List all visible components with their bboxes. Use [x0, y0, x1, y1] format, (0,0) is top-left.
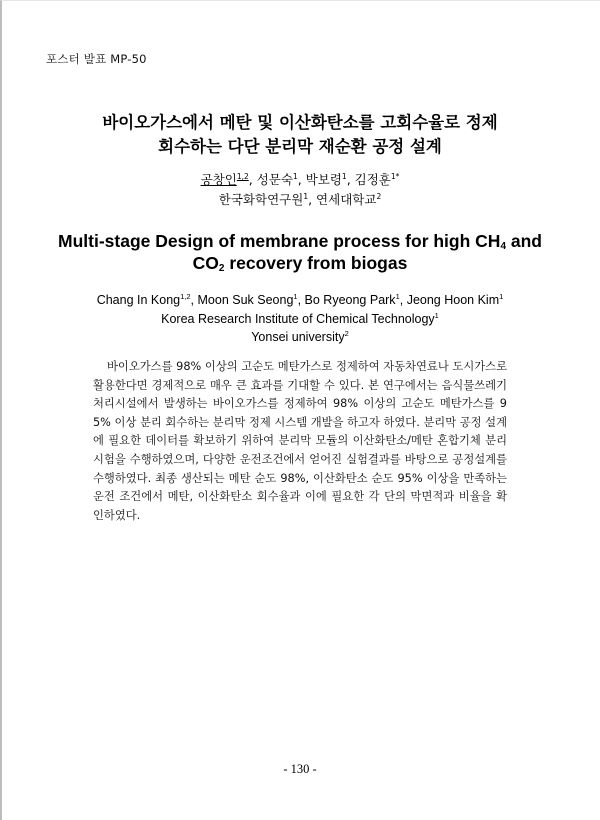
korean-author: [306, 172, 355, 187]
affiliation: [316, 192, 381, 207]
english-title-subscript: 2: [218, 263, 225, 274]
english-author: [198, 293, 305, 307]
author-name: 성문숙: [256, 172, 293, 187]
author-name: Chang In Kong: [96, 293, 181, 307]
author-affil-mark: 1: [395, 292, 400, 301]
english-title-text: and: [506, 231, 542, 251]
english-title-subscript: 4: [500, 241, 506, 252]
session-tag: 포스터 발표 MP-50: [46, 52, 147, 66]
affiliation-mark: 1: [303, 192, 309, 201]
author-separator: ,: [346, 172, 355, 187]
affiliation-name: Korea Research Institute of Chemical Technology: [161, 312, 435, 326]
author-affil-mark: 1: [499, 292, 504, 301]
author-name: 박보령: [305, 172, 342, 187]
english-author-list: [0, 290, 600, 310]
affiliation-mark: 1: [434, 311, 439, 320]
english-title-text: CO: [192, 253, 219, 273]
affiliation-name: 한국화학연구원: [218, 192, 304, 207]
author-name: Jeong Hoon Kim: [406, 293, 500, 307]
author-name: 공창인: [200, 172, 237, 187]
author-separator: ,: [190, 293, 198, 307]
affiliation: [219, 192, 316, 207]
author-separator: ,: [297, 172, 306, 187]
korean-author: [201, 172, 257, 187]
author-affil-mark: 1: [292, 172, 298, 181]
english-title-text: Multi-stage Design of membrane process for high CH: [58, 231, 501, 251]
abstract-body: 바이오가스를 98% 이상의 고순도 메탄가스로 정제하여 자동차연료나 도시가스로 활용한다면 경제적으로 매우 큰 효과를 기대할 수 있다. 본 연구에서는 음식물쓰레기 처리시설에서 발생하는 바이오가스를 정제하여 98% 이상의 고순도 메탄가스를 95% 이상 분리 회수하는 분리막 정제 시스템 개발을 하고자 하였다. 분리막 공정 설계에 필요한 데이터를 확보하기 위하여 분리막 모듈의 이산화탄소/메탄 혼합기체 분리시험을 수행하였으며, 다양한 운전조건에서 얻어진 실험결과를 바탕으로 공정설계를 수행하였다. 최종 생산되는 메탄 순도 98%, 이산화탄소 순도 95% 이상을 만족하는 운전 조건에서 메탄, 이산화탄소 회수율과 이에 필요한 각 단의 막면적과 비율을 확인하였다.: [93, 360, 507, 522]
korean-author: [257, 172, 306, 187]
author-separator: ,: [399, 293, 407, 307]
affiliation-mark: 2: [344, 329, 349, 338]
author-affil-mark: 1: [341, 172, 347, 181]
page-number: - 130 -: [283, 762, 317, 776]
affiliation-mark: 2: [376, 192, 382, 201]
affiliation-separator: ,: [308, 192, 317, 207]
english-author: [97, 293, 198, 307]
korean-title-line-1: 바이오가스에서 메탄 및 이산화탄소를 고회수율로 정제: [102, 113, 498, 132]
author-name: Moon Suk Seong: [197, 293, 294, 307]
author-name: 김정훈: [354, 172, 391, 187]
author-affil-mark: 1,2: [236, 172, 249, 181]
affiliation-name: 연세대학교: [316, 192, 377, 207]
korean-title-line-2: 회수하는 다단 분리막 재순환 공정 설계: [158, 137, 442, 156]
english-title-line-1: [0, 229, 600, 253]
author-separator: ,: [248, 172, 257, 187]
english-affiliation-1: [0, 309, 600, 329]
english-title-line-2: [0, 251, 600, 275]
english-author: [407, 293, 504, 307]
author-affil-mark: 1: [293, 292, 298, 301]
author-separator: ,: [297, 293, 305, 307]
affiliation-name: Yonsei university: [251, 330, 345, 344]
english-title-text: recovery from biogas: [224, 253, 408, 273]
english-affiliation-2: [0, 327, 600, 347]
korean-author-list: [0, 170, 600, 190]
author-affil-mark: 1,2: [180, 292, 191, 301]
korean-author: [355, 172, 400, 187]
korean-affiliation-list: [0, 190, 600, 210]
author-affil-mark: 1*: [390, 172, 400, 181]
english-author: [305, 293, 407, 307]
author-name: Bo Ryeong Park: [304, 293, 396, 307]
